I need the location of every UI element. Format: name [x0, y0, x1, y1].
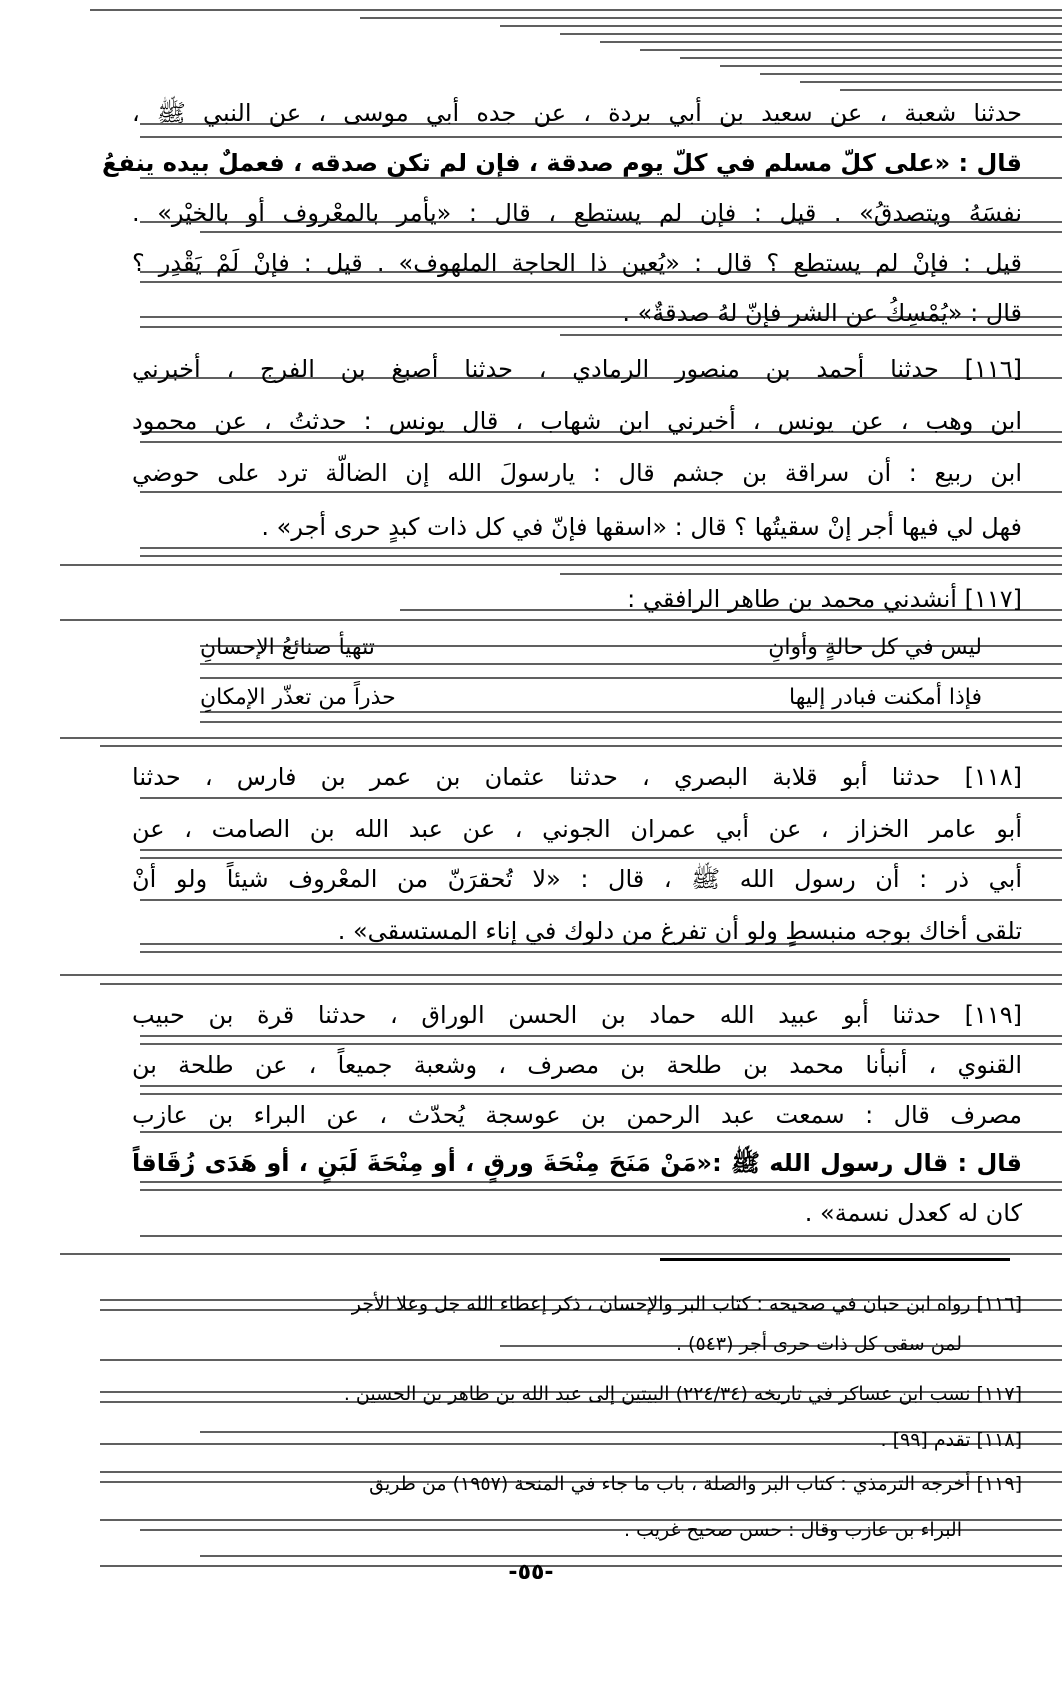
verse-1-second-hemistich: تتهيأ صنائعُ الإحسانِ	[200, 635, 375, 660]
hadith-118-line-4: تلقى أخاك بوجه منبسطٍ ولو أن تفرغ من دلوك في إناء المستسقى» .	[337, 917, 1022, 945]
hadith-119-line-5: كان له كعدل نسمة» .	[804, 1199, 1022, 1227]
hadith-116-line-1: [١١٦] حدثنا أحمد بن منصور الرمادي ، حدثنا أصبغ بن الفرج ، أخبرني	[132, 355, 1022, 383]
footnote-119-line-1: [١١٩] أخرجه الترمذي : كتاب البر والصلة ، باب ما جاء في المنحة (١٩٥٧) من طريق	[369, 1473, 1022, 1495]
footnote-119-line-2: البراء بن عازب وقال : حسن صحيح غريب .	[624, 1519, 962, 1541]
footnote-separator	[660, 1258, 1010, 1261]
hadith-119-line-2: القنوي ، أنبأنا محمد بن طلحة بن مصرف ، وشعبة جميعاً ، عن طلحة بن	[132, 1051, 1022, 1079]
hadith-116-line-4: فهل لي فيها أجر إنْ سقيتُها ؟ قال : «اسقها فإنّ في كل ذات كبدٍ حرى أجر» .	[261, 513, 1022, 541]
hadith-119-line-1: [١١٩] حدثنا أبو عبيد الله حماد بن الحسن الوراق ، حدثنا قرة بن حبيب	[132, 1001, 1022, 1029]
hadith-118-line-3: أبي ذر : أن رسول الله ﷺ ، قال : «لا تُحقرَنّ من المعْروف شيئاً ولو أنْ	[132, 865, 1022, 893]
footnote-116-line-1: [١١٦] رواه ابن حبان في صحيحه : كتاب البر والإحسان ، ذكر إعطاء الله جل وعلا الأجر	[351, 1293, 1022, 1315]
footnote-117: [١١٧] نسب ابن عساكر في تاريخه (٢٢٤/٣٤) البيتين إلى عبد الله بن طاهر بن الحسين .	[343, 1383, 1022, 1405]
body-line-2: قال : «على كلّ مسلم في كلّ يوم صدقة ، فإن لم تكن صدقه ، فعملٌ بيده ينفعُ	[101, 149, 1022, 177]
verse-2-first-hemistich: فإذا أمكنت فبادر إليها	[789, 685, 982, 710]
hadith-119-line-4: قال : قال رسول الله ﷺ :«مَنْ مَنَحَ مِنْحَةَ ورقٍ ، أو مِنْحَةَ لَبَنٍ ، أو هَدَى زُقَاقاً	[132, 1149, 1022, 1177]
page-number: -٥٥-	[508, 1560, 554, 1585]
body-line-4: قيل : فإنْ لم يستطع ؟ قال : «يُعين ذا الحاجة الملهوف» . قيل : فإنْ لَمْ يَقْدِر ؟	[132, 249, 1022, 277]
verse-1-first-hemistich: ليس في كل حالةٍ وأوانِ	[768, 635, 982, 660]
hadith-118-line-2: أبو عامر الخزاز ، عن أبي عمران الجوني ، عن عبد الله بن الصامت ، عن	[132, 815, 1022, 843]
footnote-118: [١١٨] تقدم [٩٩] .	[880, 1429, 1022, 1451]
hadith-117-heading: [١١٧] أنشدني محمد بن طاهر الرافقي :	[627, 585, 1022, 613]
verse-2-second-hemistich: حذراً من تعذّر الإمكانِ	[200, 685, 396, 710]
body-line-1: حدثنا شعبة ، عن سعيد بن أبي بردة ، عن جده أبي موسى ، عن النبي ﷺ ،	[132, 99, 1022, 127]
body-line-5: قال : «يُمْسِكُ عن الشر فإنّ لهُ صدقةٌ» .	[622, 299, 1022, 327]
hadith-118-line-1: [١١٨] حدثنا أبو قلابة البصري ، حدثنا عثمان بن عمر بن فارس ، حدثنا	[132, 763, 1022, 791]
hadith-116-line-2: ابن وهب ، عن يونس ، أخبرني ابن شهاب ، قال يونس : حدثتُ ، عن محمود	[132, 407, 1022, 435]
hadith-116-line-3: ابن ربيع : أن سراقة بن جشم قال : يارسولَ الله إن الضالّة ترد على حوضي	[132, 459, 1022, 487]
hadith-119-line-3: مصرف قال : سمعت عبد الرحمن بن عوسجة يُحدّث ، عن البراء بن عازب	[132, 1101, 1022, 1129]
body-line-3: نفسَهُ ويتصدقُ» . قيل : فإن لم يستطع ، قال : «يأمر بالمعْروف أو بالخيْر» .	[132, 199, 1022, 227]
footnote-116-line-2: لمن سقى كل ذات حرى أجر (٥٤٣) .	[675, 1333, 962, 1355]
